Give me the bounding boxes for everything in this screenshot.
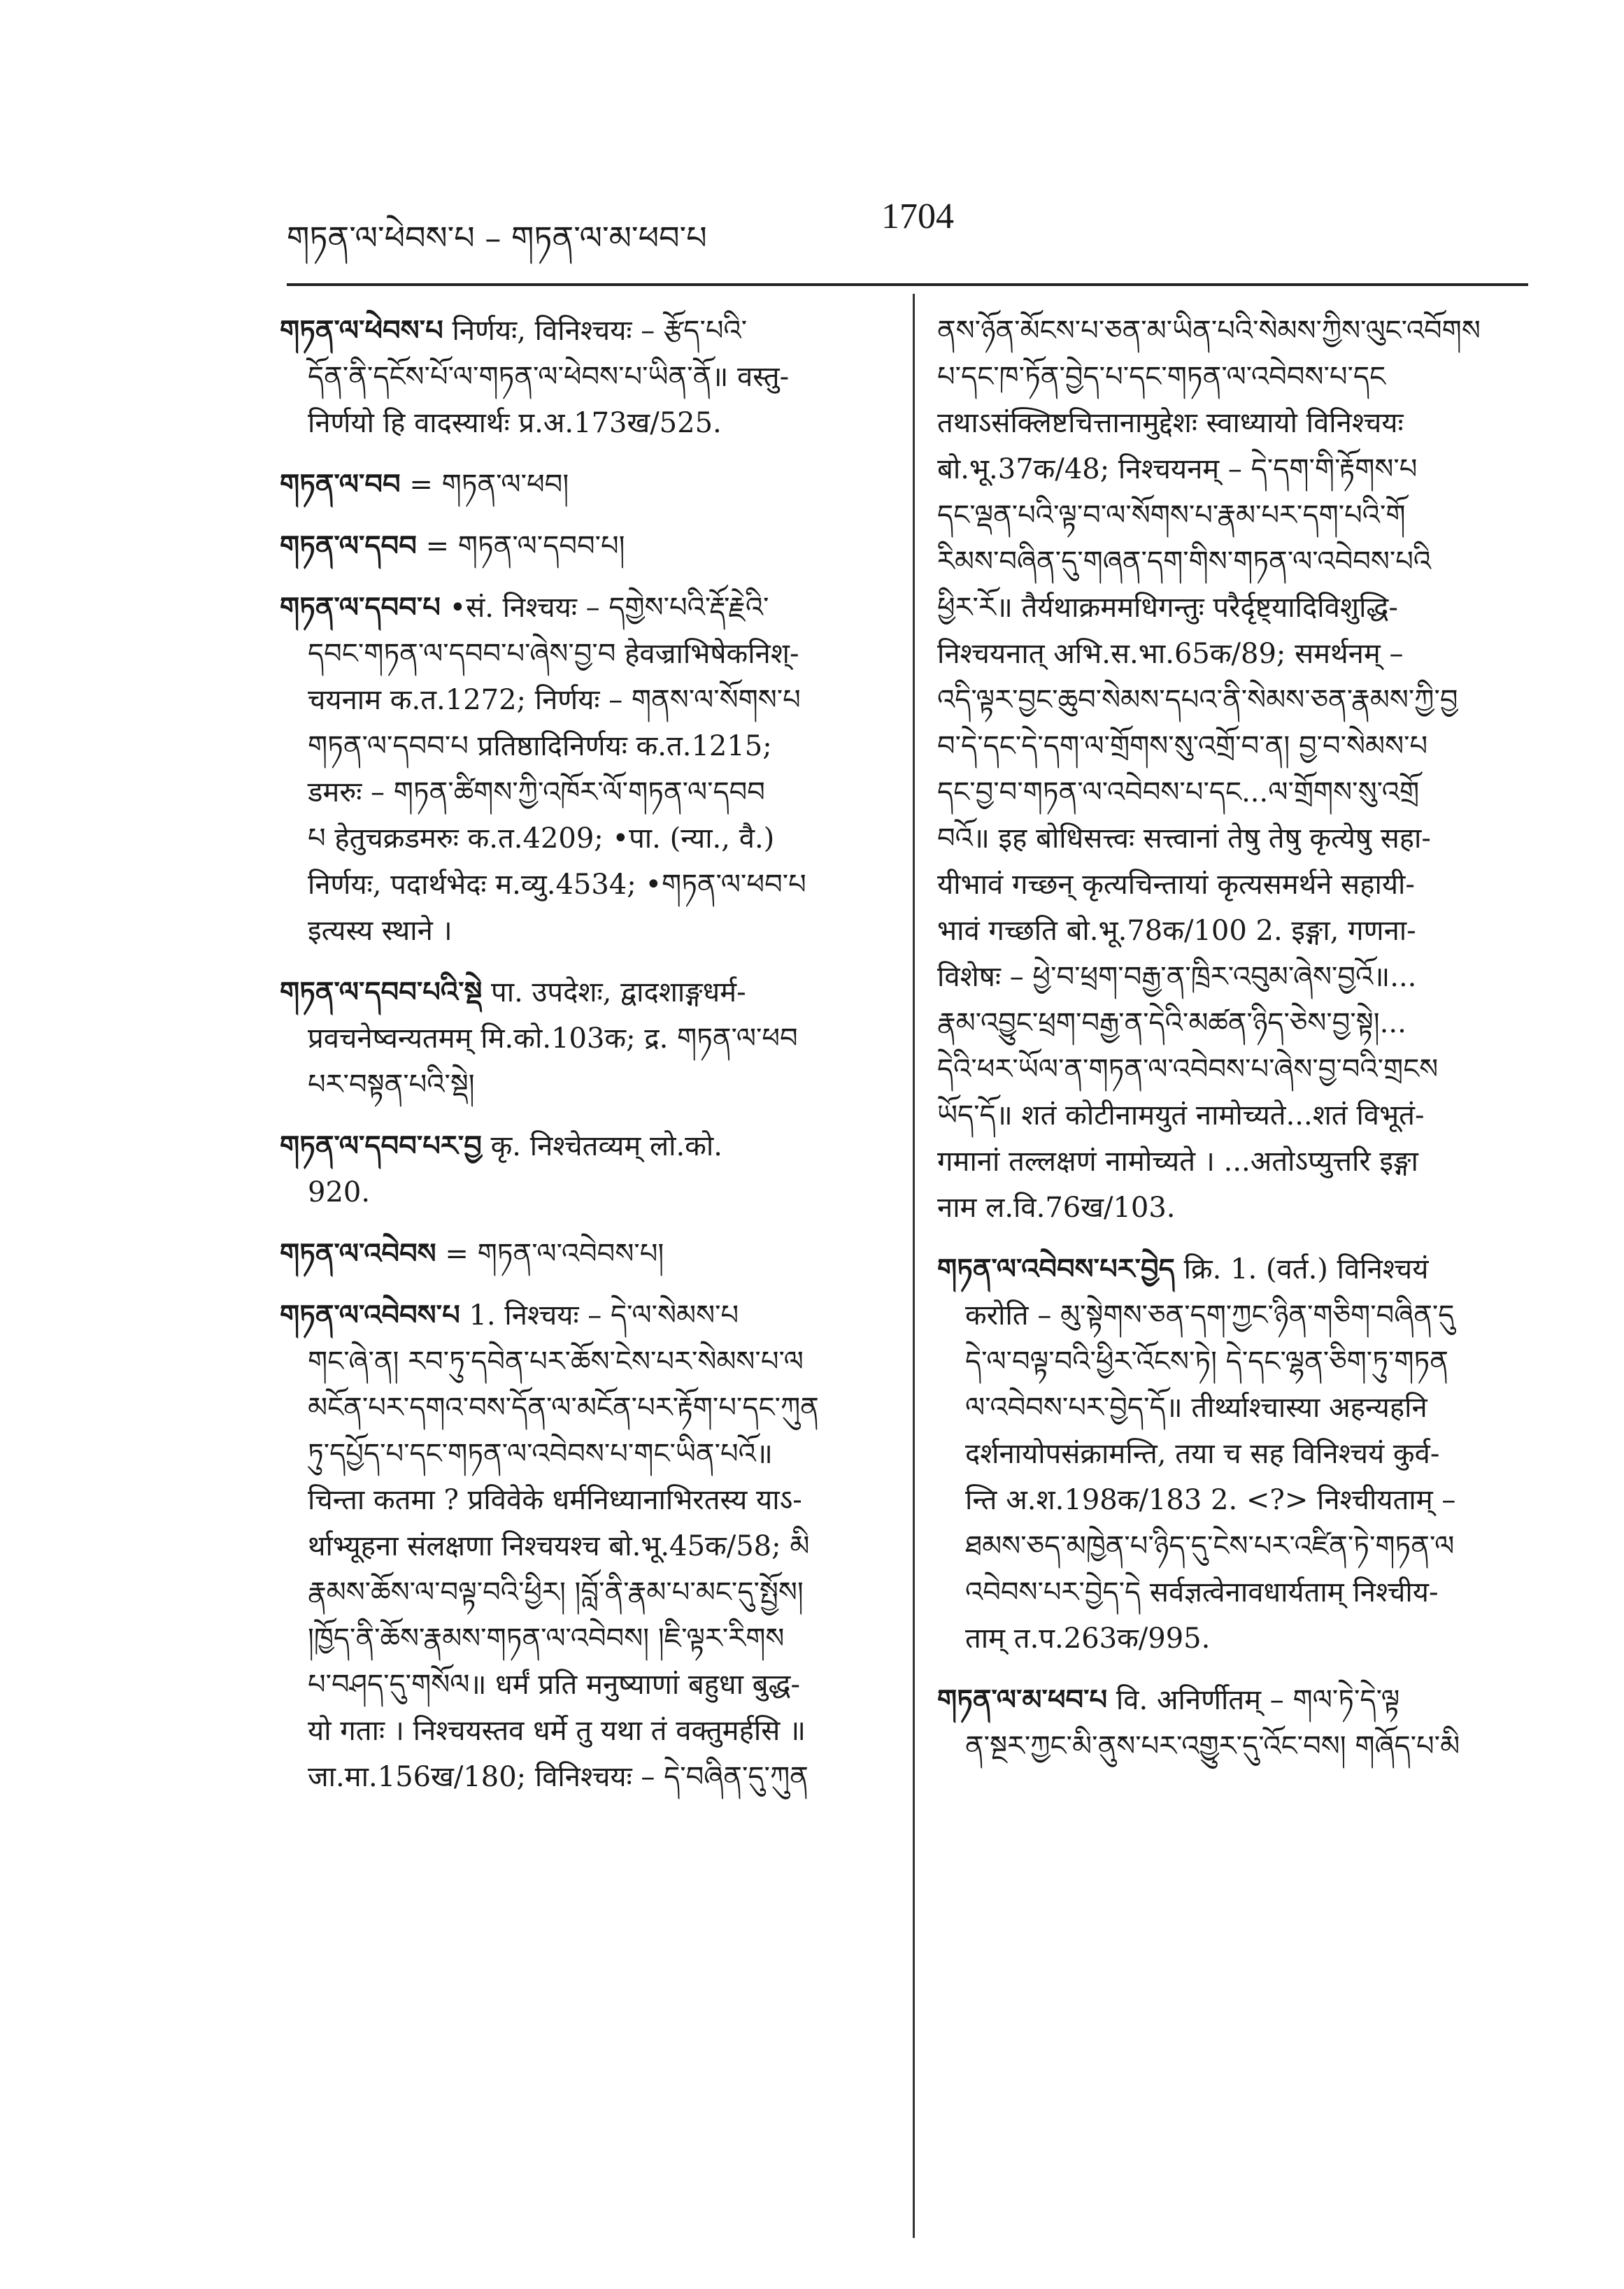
entry-line: པ हेतुचक्रडमरुः क.त.4209; •पा. (न्या., वै.) — [308, 822, 775, 855]
left-column — [280, 308, 881, 1816]
entry-line: यीभावं गच्छन् कृत्यचिन्तायां कृत्यसमर्थने सहायी- — [937, 869, 1415, 901]
entry-line: ན་སྔར་ཀྱང་མི་ནུས་པར་འགྱུར་དུ་འོང་བས། གཞོད་པ་མི — [965, 1730, 1460, 1762]
entry-line: चयनाम क.त.1272; निर्णयः – གནས་ལ་སོགས་པ — [308, 684, 801, 716]
entry-line: རྣམ་འབྱུང་ཕྲག་བརྒྱ་ན་དེའི་མཚན་ཉིད་ཅེས་བྱ་སྟེ།... — [937, 1007, 1406, 1039]
entry-line: བའོ॥ इह बोधिसत्त्वः सत्त्वानां तेषु तेषु कृत्येषु सहा- — [937, 822, 1431, 855]
entry-headword: གཏན་ལ་འབེབས — [280, 1237, 436, 1270]
entry-line — [280, 1292, 881, 1339]
dictionary-entry — [937, 1246, 1525, 1662]
dictionary-entry — [937, 1677, 1525, 1769]
entry-line: པར་བསྟན་པའི་སྡེ། — [308, 1069, 475, 1101]
entry-line: इत्यस्य स्थाने । — [308, 915, 453, 947]
entry-line: ཐམས་ཅད་མཁྱེན་པ་ཉིད་དུ་ངེས་པར་འཛིན་ཏེ་གཏན་ལ — [965, 1530, 1455, 1562]
dictionary-entry — [280, 969, 881, 1108]
entry-headword: གཏན་ལ་དབབ་པ — [280, 591, 441, 624]
dictionary-entry — [280, 1231, 881, 1277]
entry-headword: གཏན་ལ་དབབ་པར་བྱ — [280, 1129, 482, 1162]
entry-line: ताम् त.प.263क/995. — [965, 1623, 1211, 1655]
entry-line: बो.भू.37क/48; निश्चयनम् – དེ་དག་གི་རྟོགས་པ — [937, 453, 1418, 485]
entry-headword: གཏན་ལ་བབ — [280, 468, 401, 501]
entry-line: प्रवचनेष्वन्यतमम् मि.को.103क; द्र. གཏན་ལ་ཕབ — [308, 1022, 798, 1055]
entry-line: ནས་ཉོན་མོངས་པ་ཅན་མ་ཡིན་པའི་སེམས་ཀྱིས་ལུང་འབོགས — [937, 315, 1481, 347]
entry-line: འདི་ལྟར་བྱང་ཆུབ་སེམས་དཔའ་ནི་སེམས་ཅན་རྣམས་ཀྱི་བྱ — [937, 684, 1458, 716]
entry-line: དེའི་ཕར་ཡོལ་ན་གཏན་ལ་འབེབས་པ་ཞེས་བྱ་བའི་གྲངས — [937, 1053, 1439, 1085]
entry-definition: = གཏན་ལ་ཕབ། — [409, 469, 569, 501]
entry-line: दर्शनायोपसंक्रामन्ति, तया च सह विनिश्चयं कुर्व- — [965, 1438, 1440, 1470]
entry-line: དེ་ལ་བལྟ་བའི་ཕྱིར་འོངས་ཏེ། དེ་དང་ལྷན་ཅིག་ཏུ་གཏན — [965, 1346, 1448, 1378]
entry-line — [280, 585, 881, 631]
right-column — [937, 308, 1525, 1785]
entry-line — [280, 462, 881, 508]
entry-line: जा.मा.156ख/180; विनिश्चयः – དེ་བཞིན་དུ་ཀུན — [308, 1761, 809, 1793]
entry-line: करोति – མུ་སྟེགས་ཅན་དག་ཀྱང་ཉིན་གཅིག་བཞིན་དུ — [965, 1299, 1455, 1332]
entry-line: ཕྱིར་རོ॥ तैर्यथाक्रममधिगन्तुः परैर्दृष्ट्यादिविशुद्धि- — [937, 592, 1398, 624]
entry-headword: གཏན་ལ་འབེབས་པ — [280, 1299, 460, 1332]
entry-line: དབང་གཏན་ལ་དབབ་པ་ཞེས་བྱ་བ हेवज्राभिषेकनिश्- — [308, 638, 799, 670]
header-rule — [287, 283, 1528, 286]
entry-line: निश्चयनात् अभि.स.भा.65क/89; समर्थनम् – — [937, 638, 1404, 670]
entry-line: པ་དང་ཁ་ཏོན་བྱེད་པ་དང་གཏན་ལ་འབེབས་པ་དང — [937, 361, 1386, 393]
entry-line — [280, 1231, 881, 1277]
entry-line: དོན་ནི་དངོས་པོ་ལ་གཏན་ལ་ཕེབས་པ་ཡིན་ནོ॥ वस्तु- — [308, 361, 790, 393]
entry-line — [937, 1246, 1525, 1292]
entry-definition: •सं. निश्चयः – དགྱེས་པའི་རྡོ་རྗེའི་ — [449, 592, 769, 624]
entry-line: गमानां तल्लक्षणं नामोच्यते । ...अतोऽप्युत्तरि इङ्गा — [937, 1146, 1418, 1178]
entry-line — [280, 308, 881, 354]
entry-line: 920. — [308, 1176, 371, 1208]
entry-headword: གཏན་ལ་དབབ — [280, 529, 417, 562]
entry-line: །ཁྱོད་ནི་ཆོས་རྣམས་གཏན་ལ་འབེབས། །ཇི་ལྟར་རིགས — [308, 1623, 785, 1655]
entry-definition: वि. अनिर्णीतम् – གལ་ཏེ་དེ་ལྟ — [1116, 1684, 1400, 1716]
entry-line — [937, 1677, 1525, 1723]
entry-definition: क्रि. 1. (वर्त.) विनिश्चयं — [1183, 1253, 1429, 1285]
entry-line: དང་བྱ་བ་གཏན་ལ་འབེབས་པ་དང...ལ་གྲོགས་སུ་འགྲོ — [937, 776, 1420, 808]
dictionary-entry — [937, 308, 1525, 1231]
entry-line: དང་ལྡན་པའི་ལྟ་བ་ལ་སོགས་པ་རྣམ་པར་དག་པའི་གོ — [937, 499, 1406, 532]
column-divider — [913, 294, 915, 2238]
entry-line: तथाऽसंक्लिष्टचित्तानामुद्देशः स्वाध्यायो विनिश्चयः — [937, 407, 1404, 439]
entry-line: འབེབས་པར་བྱེད་དེ सर्वज्ञत्वेनावधार्यताम् निश्चीय- — [965, 1576, 1439, 1609]
entry-definition: निर्णयः, विनिश्चयः – རྩོད་པའི་ — [452, 315, 748, 347]
entry-definition: कृ. निश्चेतव्यम् लो.को. — [490, 1130, 722, 1162]
dictionary-entry — [280, 308, 881, 446]
entry-line: निर्णयः, पदार्थभेदः म.व्यु.4534; •གཏན་ལ་ཕབ་པ — [308, 869, 806, 901]
entry-headword: གཏན་ལ་ཕེབས་པ — [280, 314, 443, 347]
entry-line: न्ति अ.श.198क/183 2. <?> निश्चीयताम् – — [965, 1484, 1456, 1516]
entry-line: र्थाभ्यूहना संलक्षणा निश्चयश्च बो.भू.45क/58; མི — [308, 1530, 810, 1562]
entry-definition: 1. निश्चयः – དེ་ལ་སེམས་པ — [469, 1299, 739, 1332]
entry-line — [280, 969, 881, 1015]
entry-headword: གཏན་ལ་དབབ་པའི་སྡེ — [280, 976, 483, 1008]
entry-line: ལ་འབེབས་པར་བྱེད་དོ॥ तीर्थ्याश्चास्या अहन्यहनि — [965, 1392, 1427, 1424]
entry-line: ཏུ་དཔྱོད་པ་དང་གཏན་ལ་འབེབས་པ་གང་ཡིན་པའོ॥ — [308, 1438, 773, 1470]
entry-line: རྣམས་ཆོས་ལ་བལྟ་བའི་ཕྱིར། །བློ་ནི་རྣམ་པ་མང་དུ་སྤྱོས། — [308, 1576, 804, 1609]
entry-line: डमरुः – གཏན་ཚིགས་ཀྱི་འཁོར་ལོ་གཏན་ལ་དབབ — [308, 776, 765, 808]
entry-headword: གཏན་ལ་འབེབས་པར་བྱེད — [937, 1253, 1175, 1285]
entry-definition: = གཏན་ལ་འབེབས་པ། — [445, 1238, 664, 1270]
entry-line: भावं गच्छति बो.भू.78क/100 2. इङ्गा, गणना- — [937, 915, 1416, 947]
entry-line: विशेषः – ཕྱེ་བ་ཕྲག་བརྒྱ་ན་ཁྲིར་འབུམ་ཞེས་བྱའོ॥... — [937, 961, 1417, 993]
entry-line: བ་དེ་དང་དེ་དག་ལ་གྲོགས་སུ་འགྲོ་བ་ན། བྱ་བ་སེམས་པ — [937, 730, 1428, 762]
entry-line: ཡོད་དོ॥ शतं कोटीनामयुतं नामोच्यते...शतं विभूतं- — [937, 1099, 1425, 1132]
entry-line — [280, 1123, 881, 1169]
entry-line — [280, 523, 881, 569]
entry-definition: पा. उपदेशः, द्वादशाङ्गधर्म- — [491, 976, 746, 1008]
entry-definition: = གཏན་ལ་དབབ་པ། — [425, 530, 625, 562]
entry-line: པ་བཤད་དུ་གསོལ॥ धर्मं प्रति मनुष्याणां बहुधा बुद्ध- — [308, 1669, 800, 1701]
dictionary-entry — [280, 585, 881, 954]
dictionary-entry — [280, 1292, 881, 1800]
entry-line: རིམས་བཞིན་དུ་གཞན་དག་གིས་གཏན་ལ་འབེབས་པའི — [937, 545, 1432, 578]
entry-line: གཏན་ལ་དབབ་པ प्रतिष्ठादिनिर्णयः क.त.1215; — [308, 730, 772, 762]
entry-headword: གཏན་ལ་མ་ཕབ་པ — [937, 1683, 1108, 1716]
entry-line: चिन्ता कतमा ? प्रविवेके धर्मनिध्यानाभिरतस्य याऽ- — [308, 1484, 802, 1516]
page-header — [287, 196, 1406, 257]
entry-line: གང་ཞེ་ན། རབ་ཏུ་དབེན་པར་ཆོས་ངེས་པར་སེམས་པ་ལ — [308, 1346, 804, 1378]
dictionary-entry — [280, 462, 881, 508]
page-number: 1704 — [881, 197, 954, 236]
entry-line: नाम ल.वि.76ख/103. — [937, 1192, 1176, 1224]
dictionary-entry — [280, 523, 881, 569]
entry-line: མངོན་པར་དགའ་བས་དོན་ལ་མངོན་པར་རྟོག་པ་དང་ཀུན — [308, 1392, 819, 1424]
entry-line: यो गताः । निश्चयस्तव धर्मे तु यथा तं वक्तुमर्हसि ॥ — [308, 1715, 806, 1747]
header-range: གཏན་ལ་ཕེབས་པ – གཏན་ལ་མ་ཕབ་པ — [287, 219, 707, 257]
dictionary-entry — [280, 1123, 881, 1215]
entry-line: निर्णयो हि वादस्यार्थः प्र.अ.173ख/525. — [308, 407, 722, 439]
